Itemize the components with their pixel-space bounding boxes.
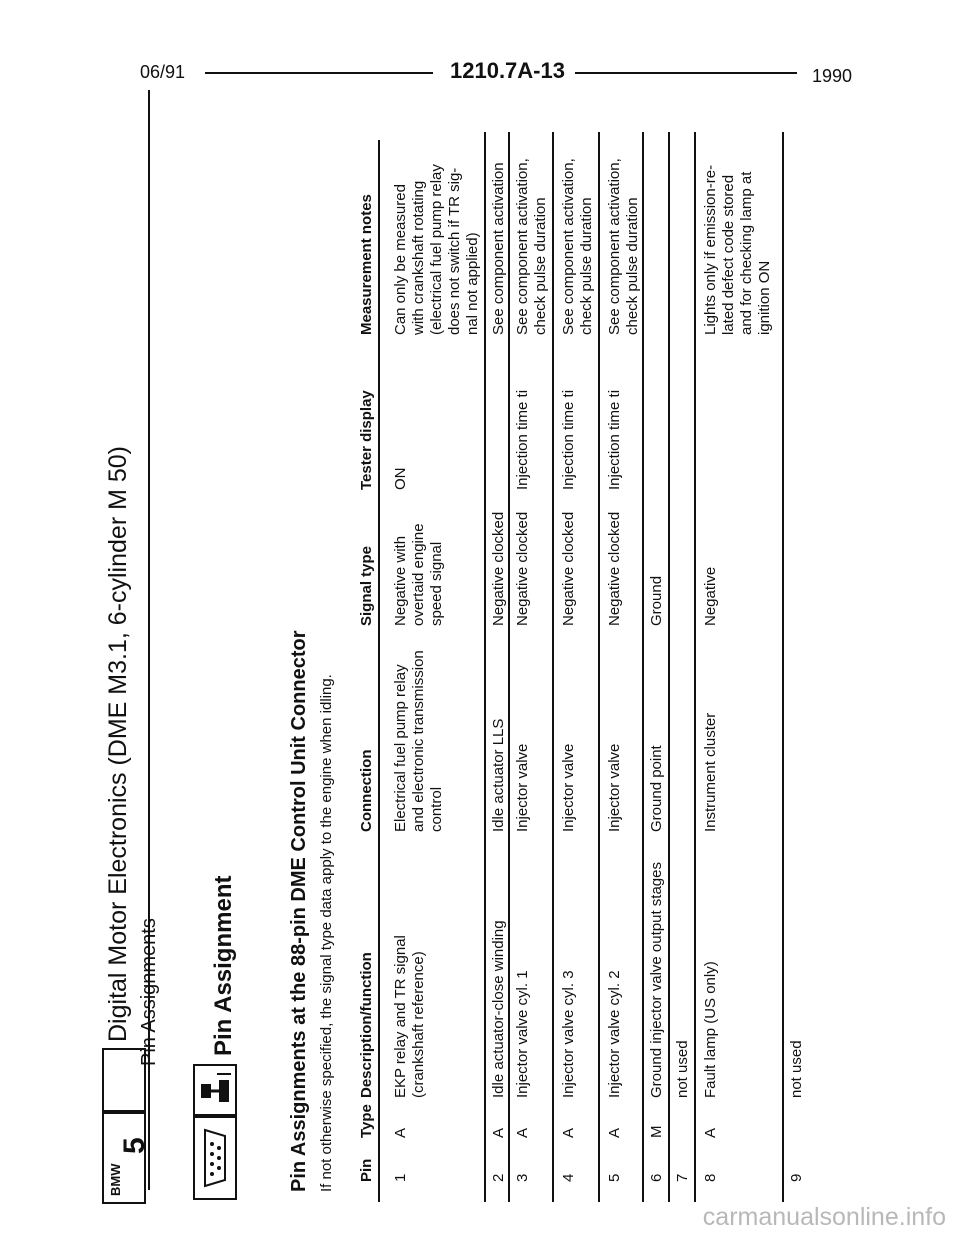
row-2-pin: 2	[490, 1173, 507, 1182]
bmw-badge	[102, 1112, 151, 1204]
row-3-notes: See component activation, check pulse duration	[514, 158, 549, 335]
row-6-conn: Ground point	[648, 745, 665, 832]
row-8-type: A	[702, 1127, 719, 1138]
row-2-conn: Idle actuator LLS	[490, 718, 507, 832]
row-6-pin: 6	[648, 1173, 665, 1182]
row-8-signal: Negative	[702, 566, 719, 626]
page-header	[0, 58, 960, 98]
row-divider-4	[598, 132, 600, 1202]
row-2-notes: See component activation	[490, 162, 507, 335]
plug-icon-graphic	[195, 1066, 235, 1114]
row-7-pin: 7	[674, 1173, 691, 1182]
row-2-signal: Negative clocked	[490, 511, 507, 626]
row-6-signal: Ground	[648, 575, 665, 626]
row-1-notes: Can only be measured with crankshaft rotating (electrical fuel pump relay does not switch if TR sig- nal not applied)	[392, 164, 481, 335]
table-note: If not otherwise specified, the signal type data apply to the engine when idling.	[318, 674, 335, 1192]
row-5-pin: 5	[606, 1173, 623, 1182]
row-4-desc: Injector valve cyl. 3	[560, 970, 577, 1098]
row-3-pin: 3	[514, 1173, 531, 1182]
row-5-conn: Injector valve	[606, 743, 623, 832]
row-5-notes: See component activation, check pulse duration	[606, 158, 641, 335]
badge-series: 5	[118, 1137, 151, 1154]
row-3-conn: Injector valve	[514, 743, 531, 832]
header-rule-right	[575, 72, 797, 74]
row-8-conn: Instrument cluster	[702, 712, 719, 832]
row-4-signal: Negative clocked	[560, 511, 577, 626]
row-divider-8	[782, 132, 784, 1202]
row-divider-5	[642, 132, 644, 1202]
row-4-type: A	[560, 1127, 577, 1138]
col-header-pin: Pin	[358, 1158, 375, 1182]
row-8-notes: Lights only if emission-re- lated defect code stored and for checking lamp at ignition ON	[702, 164, 773, 335]
table-rule-header	[378, 140, 380, 1202]
row-5-tester: Injection time ti	[606, 389, 623, 490]
row-1-type: A	[392, 1127, 409, 1138]
col-header-type: Type	[358, 1104, 375, 1138]
row-9-desc: not used	[788, 1040, 805, 1098]
row-5-desc: Injector valve cyl. 2	[606, 970, 623, 1098]
row-8-pin: 8	[702, 1173, 719, 1182]
row-divider-1	[484, 132, 486, 1202]
col-header-tester-display: Tester display	[358, 390, 375, 490]
col-header-connection: Connection	[358, 749, 375, 832]
header-doc-number: 1210.7A-13	[450, 58, 565, 83]
row-3-desc: Injector valve cyl. 1	[514, 970, 531, 1098]
header-rule-left	[205, 72, 433, 74]
watermark: carmanualsonline.info	[702, 1203, 946, 1231]
row-6-desc: Ground injector valve output stages	[648, 862, 665, 1098]
row-2-desc: Idle actuator-close winding	[490, 920, 507, 1098]
row-3-tester: Injection time ti	[514, 389, 531, 490]
row-5-signal: Negative clocked	[606, 511, 623, 626]
connector-icon-graphic	[195, 1118, 235, 1198]
col-header-description: Description/function	[358, 952, 375, 1098]
row-4-conn: Injector valve	[560, 743, 577, 832]
badge-brand: BMW	[108, 1163, 123, 1196]
row-5-type: A	[606, 1127, 623, 1138]
header-date: 06/91	[140, 62, 186, 82]
col-header-signal-type: Signal type	[358, 545, 375, 626]
row-1-tester: ON	[392, 467, 409, 490]
row-3-type: A	[514, 1127, 531, 1138]
row-7-desc: not used	[674, 1040, 691, 1098]
row-4-notes: See component activation, check pulse duration	[560, 158, 595, 335]
row-divider-7	[694, 132, 696, 1202]
header-year: 1990	[812, 66, 853, 86]
row-2-type: A	[490, 1127, 507, 1138]
row-divider-2	[508, 132, 510, 1202]
main-title: Digital Motor Electronics (DME M3.1, 6-cylinder M 50)	[104, 446, 132, 1042]
row-9-pin: 9	[788, 1173, 805, 1182]
sub-title: Pin Assignments	[138, 918, 160, 1066]
plug-icon	[193, 1064, 237, 1116]
row-1-signal: Negative with overtaid engine speed signal	[392, 523, 445, 626]
row-1-pin: 1	[392, 1173, 409, 1182]
row-1-desc: EKP relay and TR signal (crankshaft reference)	[392, 935, 427, 1098]
row-6-type: M	[648, 1125, 665, 1138]
row-divider-3	[552, 132, 554, 1202]
row-4-pin: 4	[560, 1173, 577, 1182]
row-4-tester: Injection time ti	[560, 389, 577, 490]
section-heading: Pin Assignment	[210, 875, 237, 1056]
row-divider-6	[668, 132, 670, 1202]
row-1-conn: Electrical fuel pump relay and electronic transmission control	[392, 650, 445, 832]
connector-icon	[193, 1116, 237, 1200]
row-8-desc: Fault lamp (US only)	[702, 961, 719, 1098]
row-3-signal: Negative clocked	[514, 511, 531, 626]
col-header-measurement-notes: Measurement notes	[358, 194, 375, 335]
table-heading: Pin Assignments at the 88-pin DME Control Unit Connector	[288, 630, 310, 1192]
